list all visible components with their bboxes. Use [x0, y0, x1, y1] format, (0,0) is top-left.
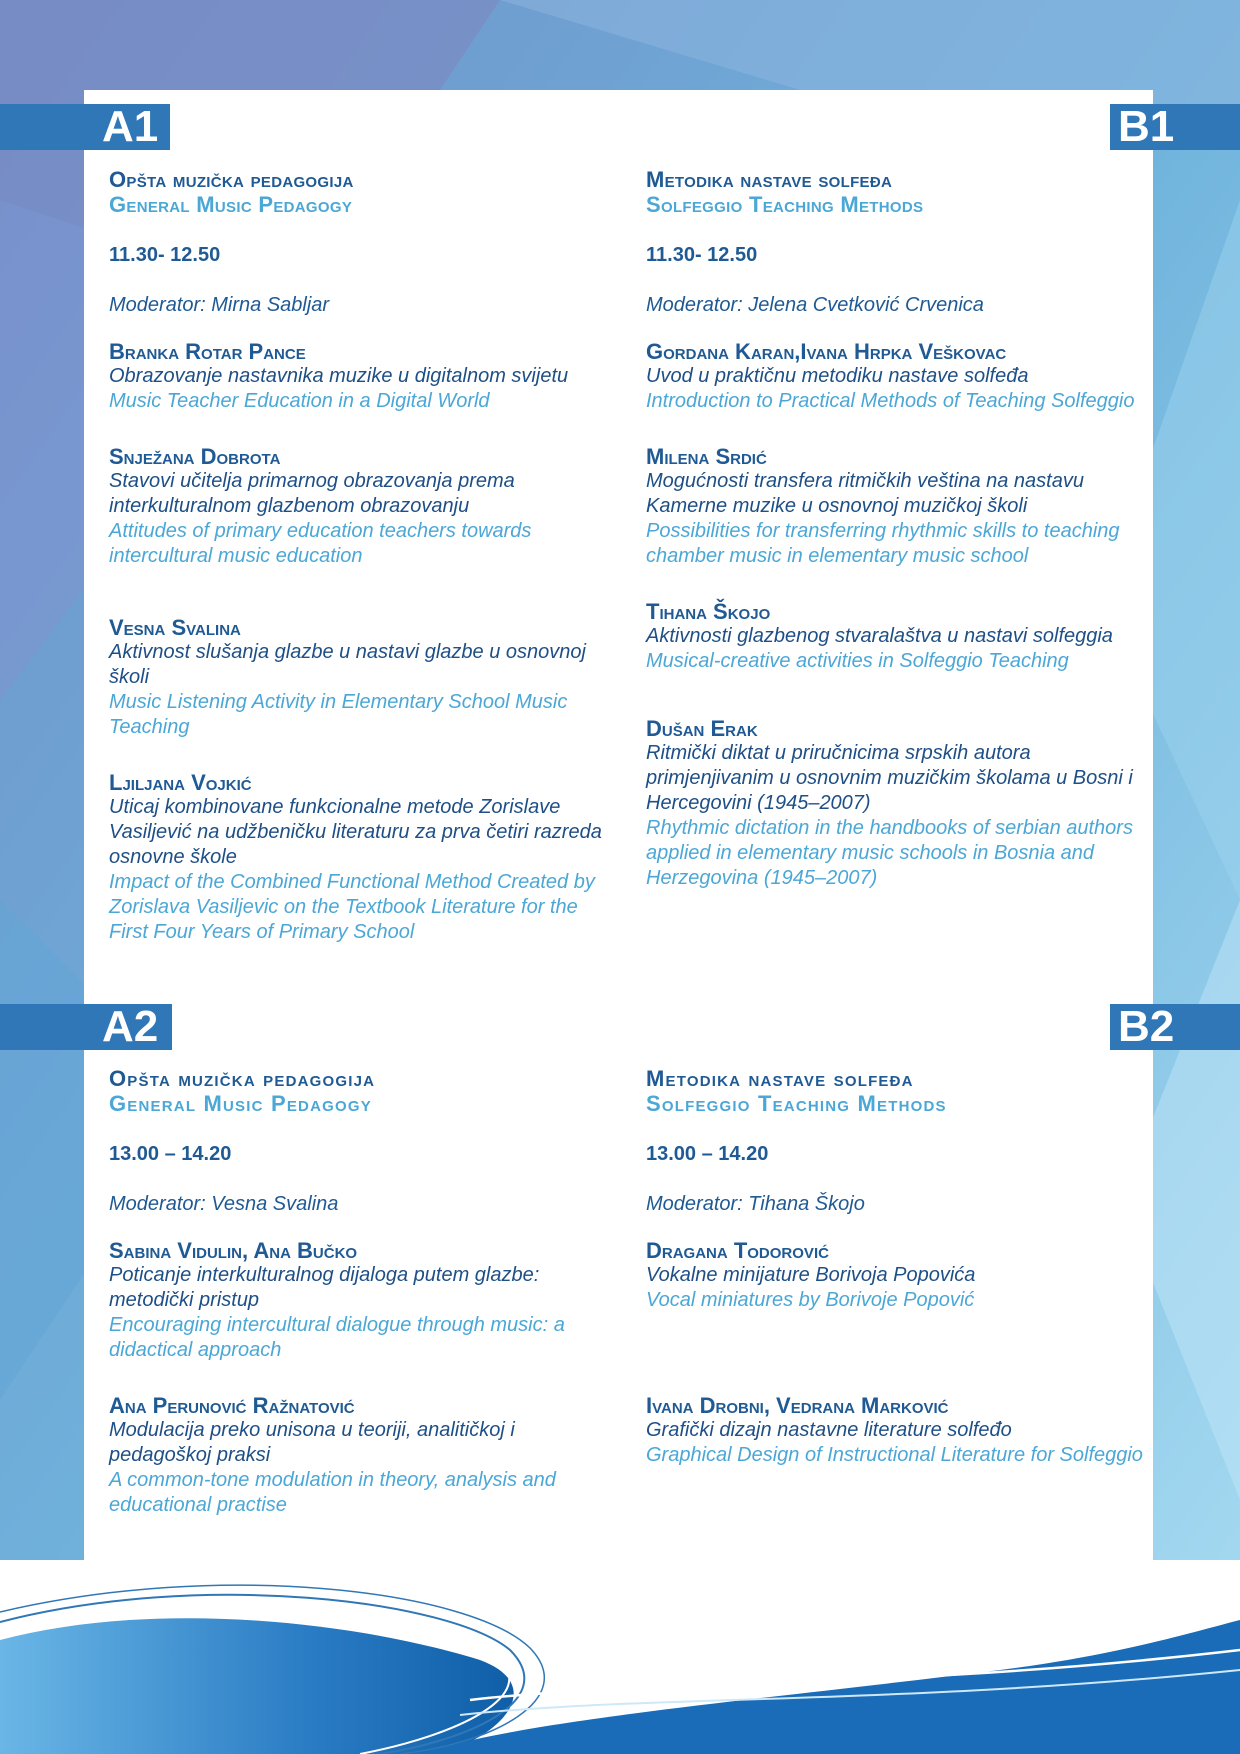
- talk-title-local: Grafički dizajn nastavne literature solfeđo: [646, 1419, 1012, 1441]
- session-time: 11.30- 12.50: [646, 244, 758, 266]
- talk-author: Dušan Erak: [646, 716, 758, 741]
- talk-title-en: Music Teacher Education in a Digital World: [109, 390, 490, 412]
- talk-title-local: Uvod u praktičnu metodiku nastave solfeđa: [646, 365, 1029, 387]
- talk-item: [109, 615, 609, 740]
- session-time: 13.00 – 14.20: [646, 1143, 769, 1165]
- talk-author: Milena Srdić: [646, 444, 767, 469]
- section-b1: [646, 167, 1146, 891]
- talk-title-local: Ritmički diktat u priručnicima srpskih autora primjenjivanim u osnovnim muzičkim školama u Bosni i Hercegovini (1945–2007): [646, 742, 1133, 814]
- talk-title-en: A common-tone modulation in theory, analysis and educational practise: [109, 1469, 556, 1516]
- talk-item: [646, 339, 1146, 414]
- talk-author: Tihana Škojo: [646, 599, 771, 624]
- session-time: 11.30- 12.50: [109, 244, 221, 266]
- talk-author: Gordana Karan,Ivana Hrpka Veškovac: [646, 339, 1007, 364]
- tab-b1: B1: [1110, 104, 1240, 150]
- section-title-local: Opšta muzička pedagogija: [109, 167, 354, 192]
- talk-title-local: Aktivnosti glazbenog stvaralaštva u nastavi solfeggia: [646, 625, 1113, 647]
- session-time: 13.00 – 14.20: [109, 1143, 232, 1165]
- talk-title-en: Encouraging intercultural dialogue through music: a didactical approach: [109, 1314, 565, 1361]
- section-title-en: General Music Pedagogy: [109, 192, 353, 217]
- talk-title-local: Poticanje interkulturalnog dijaloga putem glazbe: metodički pristup: [109, 1264, 540, 1311]
- talk-title-en: Graphical Design of Instructional Literature for Solfeggio: [646, 1444, 1143, 1466]
- talk-title-en: Attitudes of primary education teachers towards intercultural music education: [109, 520, 532, 567]
- talk-title-en: Musical-creative activities in Solfeggio Teaching: [646, 650, 1069, 672]
- talk-author: Branka Rotar Pance: [109, 339, 306, 364]
- section-title-local: Opšta muzička pedagogija: [109, 1066, 376, 1091]
- section-a1: [109, 167, 609, 945]
- talk-title-local: Obrazovanje nastavnika muzike u digitalnom svijetu: [109, 365, 569, 387]
- section-a2: [109, 1066, 609, 1518]
- section-title-local: Metodika nastave solfeđa: [646, 1066, 914, 1091]
- talk-title-en: Music Listening Activity in Elementary School Music Teaching: [109, 691, 568, 738]
- session-moderator: Moderator: Vesna Svalina: [109, 1193, 339, 1215]
- talk-title-en: Introduction to Practical Methods of Teaching Solfeggio: [646, 390, 1135, 412]
- talk-item: [109, 339, 609, 414]
- talk-title-local: Mogućnosti transfera ritmičkih veština na nastavu Kamerne muzike u osnovnoj muzičkoj školi: [646, 470, 1084, 517]
- talk-author: Snježana Dobrota: [109, 444, 281, 469]
- talk-title-local: Uticaj kombinovane funkcionalne metode Zorislave Vasiljević na udžbeničku literaturu za prva četiri razreda osnovne škole: [109, 796, 602, 868]
- talk-item: [109, 770, 609, 945]
- talk-title-en: Vocal miniatures by Borivoje Popović: [646, 1289, 975, 1311]
- tab-b2: B2: [1110, 1004, 1240, 1050]
- talk-author: Dragana Todorović: [646, 1238, 829, 1263]
- session-moderator: Moderator: Mirna Sabljar: [109, 294, 330, 316]
- talk-title-local: Vokalne minijature Borivoja Popovića: [646, 1264, 976, 1286]
- talk-item: [646, 599, 1146, 674]
- talk-author: Ljiljana Vojkić: [109, 770, 252, 795]
- talk-item: [646, 444, 1146, 569]
- talk-item: [646, 716, 1146, 891]
- talk-title-en: Rhythmic dictation in the handbooks of serbian authors applied in elementary music schools in Bosnia and Herzegovina (1945–2007): [646, 817, 1133, 889]
- talk-item: [109, 1393, 609, 1518]
- talk-author: Ivana Drobni, Vedrana Marković: [646, 1393, 949, 1418]
- wave-decoration: [0, 1560, 1240, 1754]
- section-title-en: Solfeggio Teaching Methods: [646, 1091, 947, 1116]
- talk-title-local: Stavovi učitelja primarnog obrazovanja prema interkulturalnom glazbenom obrazovanju: [109, 470, 515, 517]
- talk-item: [646, 1238, 1146, 1313]
- talk-title-en: Impact of the Combined Functional Method Created by Zorislava Vasiljevic on the Textbook Literature for the First Four Years of Primary School: [109, 871, 595, 943]
- talk-title-local: Aktivnost slušanja glazbe u nastavi glazbe u osnovnoj školi: [109, 641, 586, 688]
- session-moderator: Moderator: Tihana Škojo: [646, 1193, 865, 1215]
- tab-a1: A1: [0, 104, 170, 150]
- talk-item: [646, 1393, 1146, 1468]
- session-moderator: Moderator: Jelena Cvetković Crvenica: [646, 294, 984, 316]
- section-title-local: Metodika nastave solfeđa: [646, 167, 893, 192]
- section-b2: [646, 1066, 1146, 1468]
- section-title-en: Solfeggio Teaching Methods: [646, 192, 924, 217]
- tab-a2: A2: [0, 1004, 172, 1050]
- talk-title-en: Possibilities for transferring rhythmic skills to teaching chamber music in elementary music school: [646, 520, 1120, 567]
- talk-author: Ana Perunović Ražnatović: [109, 1393, 355, 1418]
- talk-item: [109, 1238, 609, 1363]
- talk-item: [109, 444, 609, 569]
- talk-author: Sabina Vidulin, Ana Bučko: [109, 1238, 358, 1263]
- section-title-en: General Music Pedagogy: [109, 1091, 372, 1116]
- talk-title-local: Modulacija preko unisona u teoriji, analitičkoj i pedagoškoj praksi: [109, 1419, 515, 1466]
- talk-author: Vesna Svalina: [109, 615, 241, 640]
